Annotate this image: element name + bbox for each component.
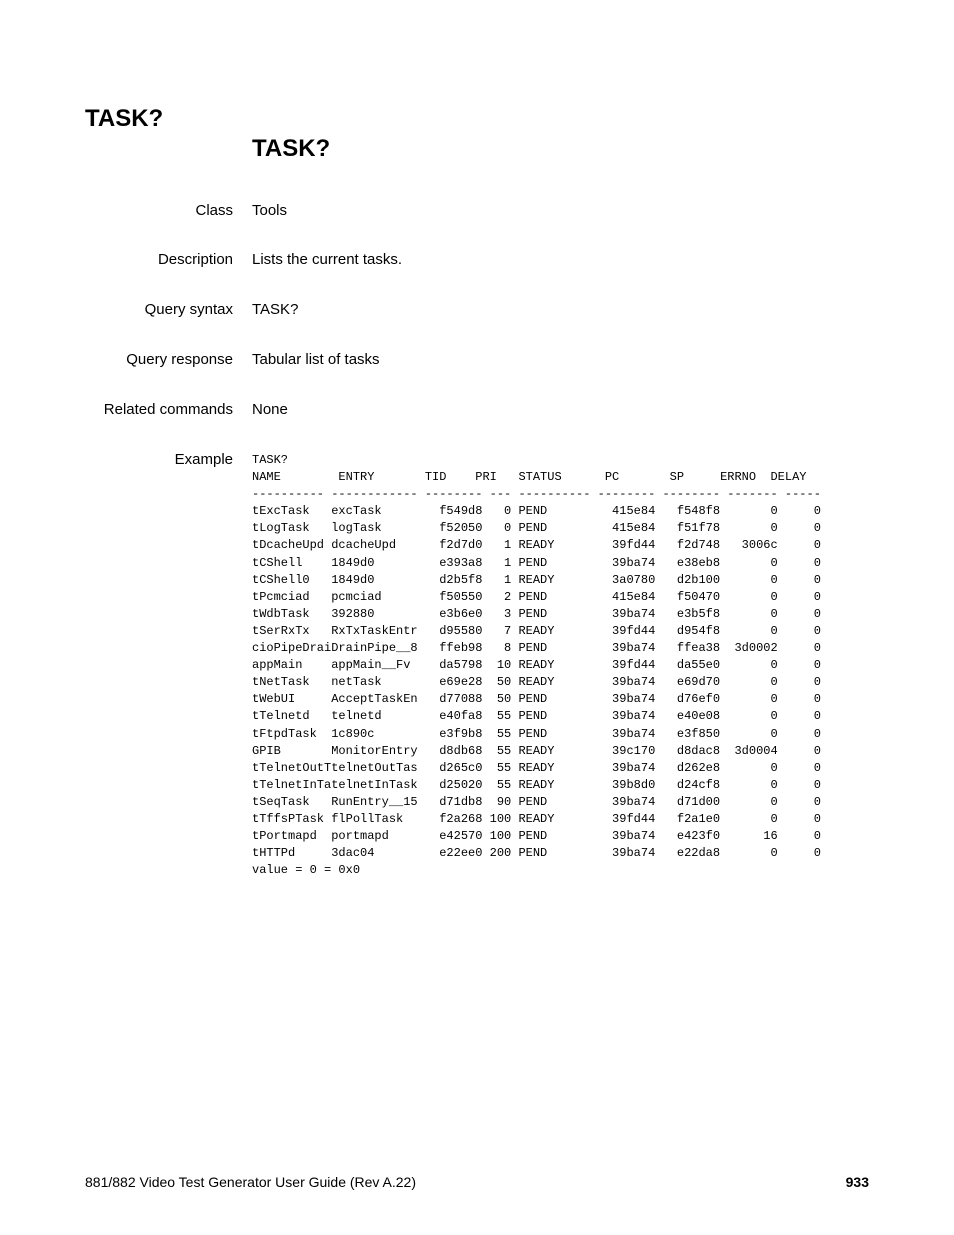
related-commands-label: Related commands — [103, 401, 233, 418]
page-title: TASK? — [252, 135, 331, 162]
task-table-row: tSerRxTx RxTxTaskEntr d95580 7 READY 39fd44 d954f8 0 0 — [252, 623, 821, 638]
class-label: Class — [195, 202, 233, 219]
related-commands-value: None — [252, 401, 288, 418]
side-heading: TASK? — [85, 105, 164, 132]
query-syntax-label: Query syntax — [144, 301, 233, 318]
task-table-row: tTelnetOutTtelnetOutTas d265c0 55 READY 39ba74 d262e8 0 0 — [252, 760, 821, 775]
description-value: Lists the current tasks. — [252, 251, 403, 268]
example-command: TASK? — [252, 453, 289, 467]
query-syntax-value: TASK? — [252, 301, 299, 318]
description-label: Description — [157, 251, 233, 268]
task-table-row: tNetTask netTask e69e28 50 READY 39ba74 e69d70 0 0 — [252, 675, 821, 690]
task-table-header: NAME ENTRY TID PRI STATUS PC SP ERRNO DELAY — [252, 470, 807, 485]
task-table-row: GPIB MonitorEntry d8db68 55 READY 39c170 d8dac8 3d0004 0 — [252, 743, 821, 758]
class-value: Tools — [252, 202, 288, 219]
query-response-value: Tabular list of tasks — [252, 351, 380, 368]
task-table-row: tCShell 1849d0 e393a8 1 PEND 39ba74 e38eb8 0 0 — [252, 555, 821, 570]
task-table-rows — [252, 503, 821, 862]
task-table-row: tSeqTask RunEntry__15 d71db8 90 PEND 39ba74 d71d00 0 0 — [252, 794, 821, 809]
task-table-separator: ---------- ------------ -------- --- ---------- -------- -------- ------- ----- — [252, 487, 821, 502]
task-table-row: cioPipeDraiDrainPipe__8 ffeb98 8 PEND 39ba74 ffea38 3d0002 0 — [252, 641, 821, 656]
task-table-row: tLogTask logTask f52050 0 PEND 415e84 f51f78 0 0 — [252, 521, 821, 536]
task-table-row: tWdbTask 392880 e3b6e0 3 PEND 39ba74 e3b5f8 0 0 — [252, 606, 821, 621]
task-table-row: tPcmciad pcmciad f50550 2 PEND 415e84 f50470 0 0 — [252, 589, 821, 604]
task-table-row: tPortmapd portmapd e42570 100 PEND 39ba74 e423f0 16 0 — [252, 829, 821, 844]
task-table-row: tTelnetd telnetd e40fa8 55 PEND 39ba74 e40e08 0 0 — [252, 709, 821, 724]
task-table-row: tTelnetInTatelnetInTask d25020 55 READY 39b8d0 d24cf8 0 0 — [252, 777, 821, 792]
task-table-row: tHTTPd 3dac04 e22ee0 200 PEND 39ba74 e22da8 0 0 — [252, 846, 821, 861]
example-label: Example — [174, 451, 233, 468]
page-number: 933 — [845, 1174, 869, 1190]
example-result: value = 0 = 0x0 — [252, 863, 361, 878]
example-code-block — [252, 452, 821, 879]
task-table-row: tCShell0 1849d0 d2b5f8 1 READY 3a0780 d2b100 0 0 — [252, 572, 821, 587]
task-table-row: tDcacheUpd dcacheUpd f2d7d0 1 READY 39fd44 f2d748 3006c 0 — [252, 538, 821, 553]
task-table-row: tFtpdTask 1c890c e3f9b8 55 PEND 39ba74 e3f850 0 0 — [252, 726, 821, 741]
footer-title: 881/882 Video Test Generator User Guide (Rev A.22) — [85, 1174, 417, 1190]
query-response-label: Query response — [126, 351, 233, 368]
task-table-row: tWebUI AcceptTaskEn d77088 50 PEND 39ba74 d76ef0 0 0 — [252, 692, 821, 707]
task-table-row: appMain appMain__Fv da5798 10 READY 39fd44 da55e0 0 0 — [252, 658, 821, 673]
task-table-row: tExcTask excTask f549d8 0 PEND 415e84 f548f8 0 0 — [252, 504, 821, 519]
task-table-row: tTffsPTask flPollTask f2a268 100 READY 39fd44 f2a1e0 0 0 — [252, 811, 821, 826]
